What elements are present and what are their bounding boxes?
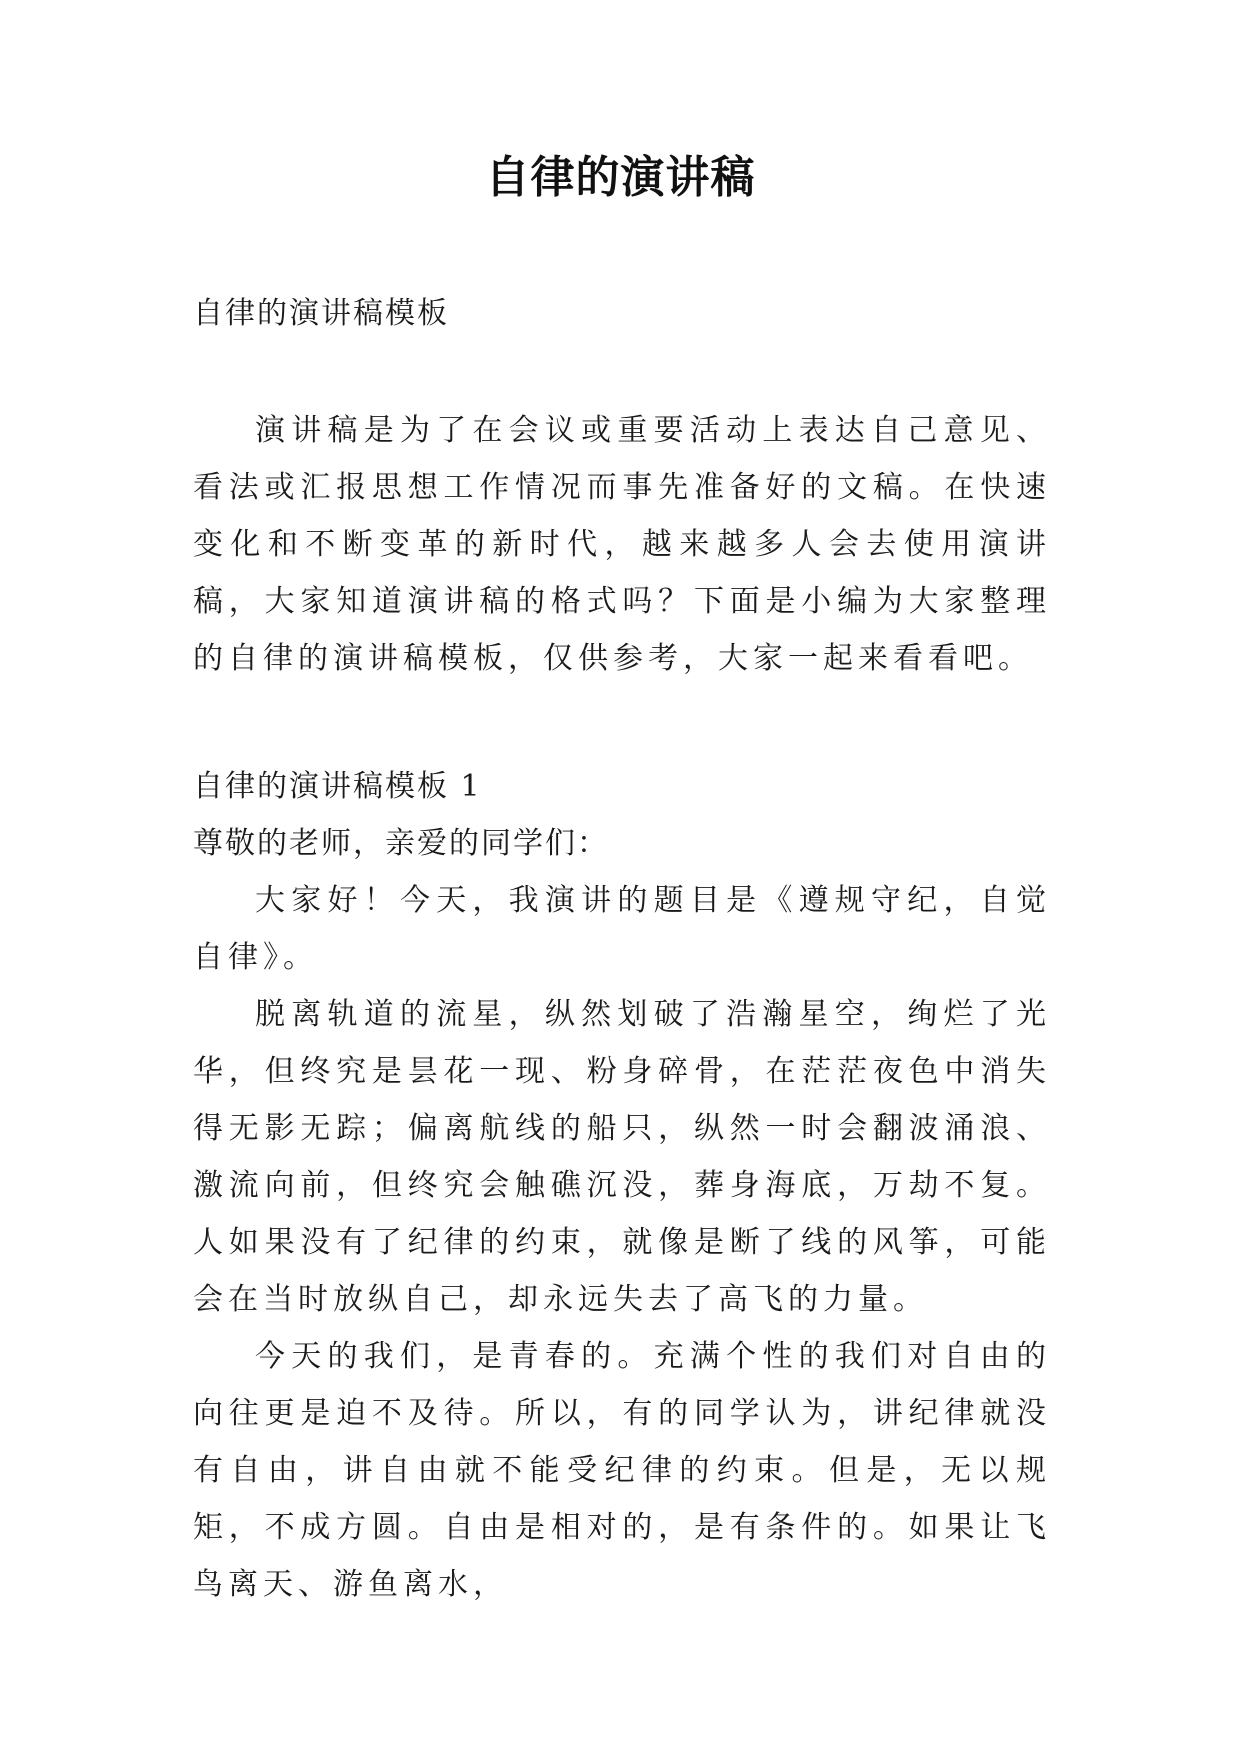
salutation: 尊敬的老师，亲爱的同学们： [193, 826, 609, 861]
document-title: 自律的演讲稿 [485, 152, 756, 203]
intro-paragraph: 演讲稿是为了在会议或重要活动上表达自己意见、看法或汇报思想工作情况而事先准备好的文稿。在快速变化和不断变革的新时代，越来越多人会去使用演讲稿，大家知道演讲稿的格式吗？下面是小编为大家整理的自律的演讲稿模板，仅供参考，大家一起来看看吧。 [193, 413, 1051, 676]
document-subtitle: 自律的演讲稿模板 [193, 296, 449, 331]
speech-body [193, 758, 1051, 1613]
body-paragraph-3: 今天的我们，是青春的。充满个性的我们对自由的向往更是迫不及待。所以，有的同学认为，讲纪律就没有自由，讲自由就不能受纪律的约束。但是，无以规矩，不成方圆。自由是相对的，是有条件的。如果让飞鸟离天、游鱼离水， [193, 1339, 1051, 1602]
section-heading: 自律的演讲稿模板 1 [193, 769, 482, 804]
body-paragraph-1: 大家好！今天，我演讲的题目是《遵规守纪，自觉自律》。 [193, 883, 1051, 975]
intro-section [193, 402, 1051, 687]
body-paragraph-2: 脱离轨道的流星，纵然划破了浩瀚星空，绚烂了光华，但终究是昙花一现、粉身碎骨，在茫茫夜色中消失得无影无踪；偏离航线的船只，纵然一时会翻波涌浪、激流向前，但终究会触礁沉没，葬身海底，万劫不复。人如果没有了纪律的约束，就像是断了线的风筝，可能会在当时放纵自己，却永远失去了高飞的力量。 [193, 997, 1051, 1317]
